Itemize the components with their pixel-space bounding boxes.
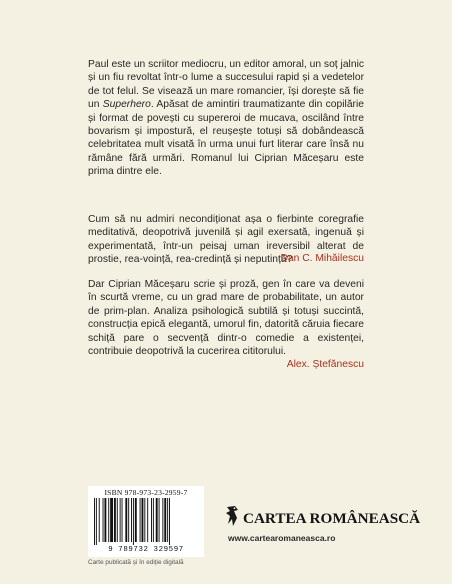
barcode-bar [167, 498, 168, 542]
review-author-2: Alex. Ștefănescu [286, 359, 364, 370]
review-author-1: Dan C. Mihăilescu [280, 253, 364, 264]
barcode-bar [94, 498, 95, 545]
barcode-bar [110, 498, 113, 542]
barcode-bars [94, 498, 198, 545]
barcode-bar [151, 498, 152, 542]
publisher-name: CARTEA ROMÂNEASCĂ [243, 510, 421, 527]
isbn-barcode [88, 486, 204, 557]
barcode-bar [114, 498, 116, 542]
barcode-bar [103, 498, 104, 542]
barcode-bar [120, 498, 121, 542]
review-quote-1: Cum să nu admiri necondiționat așa o fierbinte coregrafie meditativă, deopotrivă juvenilă și agil exersată, ingenuă și experimentată, într-un peisaj uman ireversibil alterat de prostie, rea-voință, rea-credință și neputință? [88, 214, 364, 266]
barcode-bar [144, 498, 145, 542]
barcode-bar [156, 498, 158, 542]
isbn-digits: 9 789732 329597 [108, 546, 184, 554]
isbn-label: ISBN 978-973-23-2959-7 [104, 488, 188, 497]
synopsis-text-start: Paul este un scriitor mediocru, un editor amoral, un soț jalnic și un fiu revoltat într-o lume a succesului rapid și a vedetelor de tot felul. Se visează un mare romancier, își dorește să fie un [88, 59, 364, 111]
barcode-bar [99, 498, 100, 542]
barcode-bar [125, 498, 127, 542]
review-quote-2: Dar Ciprian Măceșaru scrie și proză, gen în care va deveni în scurtă vreme, cu un grad mare de probabilitate, un autor de prim-plan. Analiza psihologică subtilă și totuși succintă, construcția epică elegantă, umorul fin, datorită căruia fiecare schiță pare o secvență dintr-o comedie a existenței, contribuie deopotrivă la cucerirea cititorului. [88, 279, 364, 358]
barcode-bar [140, 498, 141, 542]
barcode-bar [153, 498, 154, 542]
synopsis-paragraph [88, 58, 364, 179]
barcode-bar [142, 498, 144, 542]
barcode-bar [131, 498, 132, 542]
barcode-bar [169, 498, 170, 545]
barcode-bar [104, 498, 106, 542]
barcode-bar [122, 498, 123, 542]
synopsis-italic-title: Superhero [102, 99, 151, 111]
edition-note: Carte publicată și în ediție digitală [88, 559, 184, 566]
barcode-bar [117, 498, 118, 542]
publisher-url: www.cartearomaneasca.ro [228, 533, 336, 543]
raven-logo-icon [224, 505, 240, 527]
barcode-bar [159, 498, 160, 542]
barcode-bar [96, 498, 97, 545]
barcode-bar [135, 498, 137, 542]
barcode-bar [164, 498, 166, 542]
synopsis-text-end: . Apăsat de amintiri traumatizante din copilărie și format de povești cu supereroi de mucava, oscilând între bovarism și impostură, el reușește totuși să dobândească celebritatea mult visată în urma unui furt literar care însă nu rămâne fără urmări. Romanul lui Ciprian Măceșaru este prima dintre ele. [88, 99, 364, 178]
barcode-bar [128, 498, 129, 542]
barcode-bar [133, 498, 134, 545]
barcode-bar [162, 498, 163, 542]
barcode-bar [108, 498, 109, 542]
barcode-bar [147, 498, 148, 542]
